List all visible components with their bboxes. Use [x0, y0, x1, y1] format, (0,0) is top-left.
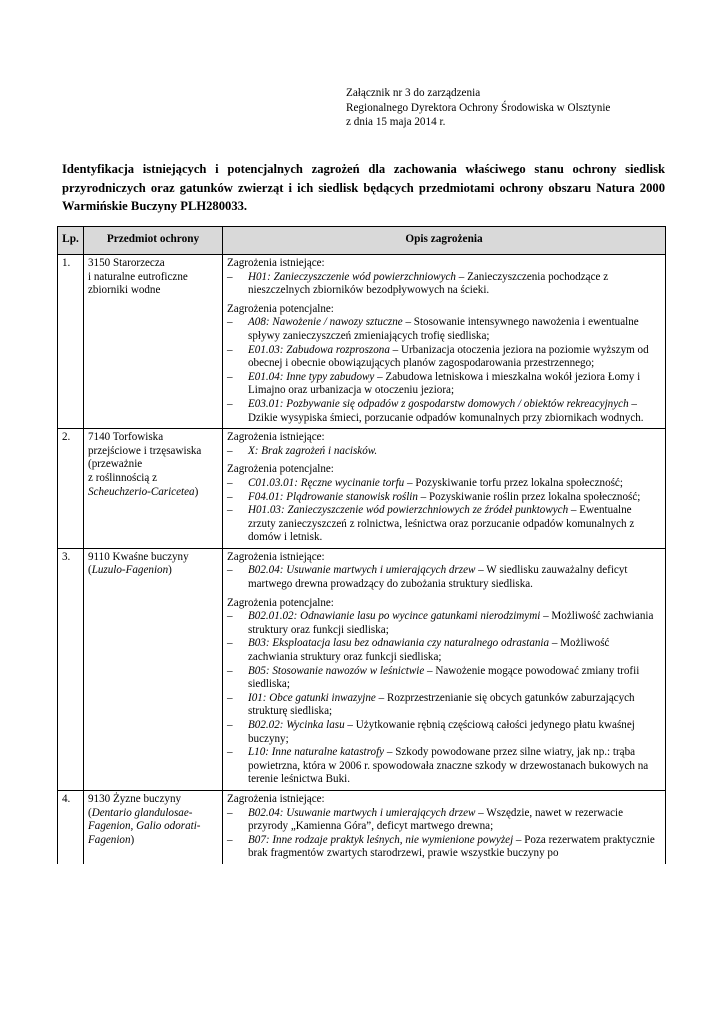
threat-text: Nawożenie mogące powodować zmiany trofii siedliska;: [248, 664, 640, 691]
existing-threats: [227, 793, 661, 861]
potential-threats: [227, 463, 661, 545]
potential-threats: [227, 597, 661, 787]
threat-separator: –: [540, 610, 552, 623]
dash-bullet: –: [227, 476, 233, 489]
subject-line: [88, 486, 218, 500]
threat-separator: –: [384, 746, 396, 759]
threat-entry: [227, 637, 661, 664]
subject-line: 3150 Starorzecza: [88, 257, 165, 269]
threat-separator: –: [549, 637, 561, 650]
dash-bullet: –: [227, 343, 233, 356]
subject-line: z roślinnością z: [88, 471, 158, 484]
threat-entry: [227, 344, 661, 371]
threat-entry: [227, 271, 661, 298]
table-row: [58, 548, 666, 790]
threat-code: F04.01: Plądrowanie stanowisk roślin: [248, 490, 418, 503]
threat-text: Pozyskiwanie roślin przez lokalna społeczność;: [429, 490, 641, 503]
threat-description: [223, 790, 666, 863]
threat-separator: –: [374, 370, 386, 383]
section-label: Zagrożenia istniejące:: [227, 257, 325, 269]
threat-entry: [227, 445, 661, 459]
subject-latin-name: Luzulo-Fagenion: [91, 564, 169, 577]
section-label: Zagrożenia istniejące:: [227, 792, 325, 805]
dash-bullet: –: [227, 746, 233, 759]
threat-separator: –: [404, 476, 416, 489]
row-number: 4.: [58, 790, 84, 863]
threat-entry: [227, 504, 661, 545]
header-lp: Lp.: [58, 227, 84, 255]
threat-entry: [227, 834, 661, 861]
threat-entry: [227, 610, 661, 637]
subject-line: 9110 Kwaśne buczyny: [88, 550, 189, 563]
threat-entry: [227, 665, 661, 692]
section-label: Zagrożenia potencjalne:: [227, 596, 334, 609]
protection-subject: [84, 790, 223, 863]
existing-threats: [227, 431, 661, 458]
threat-separator: –: [475, 806, 487, 819]
threat-separator: –: [455, 270, 468, 283]
threat-entry: [227, 746, 661, 787]
threat-text: W siedlisku zauważalny deficyt martwego drewna prowadzący do zubożania struktury siedliska.: [248, 564, 628, 591]
subject-paren-open: (: [88, 564, 92, 577]
threat-entry: [227, 316, 661, 343]
threat-code: E03.01: Pozbywanie się odpadów z gospodarstw domowych / obiektów rekreacyjnych: [248, 397, 629, 410]
subject-line: 9130 Żyzne buczyny: [88, 792, 182, 805]
threat-code: X: Brak zagrożeń i nacisków.: [248, 444, 378, 457]
threats-table: [57, 226, 666, 864]
table-row: [58, 255, 666, 429]
threat-entry: [227, 692, 661, 719]
potential-threats: [227, 303, 661, 425]
table-row: [58, 790, 666, 863]
section-label: Zagrożenia istniejące:: [227, 550, 325, 563]
threat-text: Użytkowanie rębnią częściową całości jedynego płatu kwaśnej buczyny;: [248, 719, 635, 745]
threat-entry: [227, 719, 661, 746]
row-number: 1.: [58, 255, 84, 429]
section-label: Zagrożenia potencjalne:: [227, 302, 334, 315]
threat-entry: [227, 807, 661, 834]
threat-separator: –: [568, 504, 580, 517]
threat-text: Poza rezerwatem praktycznie brak fragmentów zwartych starodrzewi, prawie wszystkie buczyny po: [248, 833, 655, 860]
header-line-3: z dnia 15 maja 2014 r.: [346, 116, 446, 128]
dash-bullet: –: [227, 719, 233, 731]
threat-code: A08: Nawożenie / nawozy sztuczne: [248, 316, 403, 329]
subject-paren-close: ): [130, 833, 135, 846]
threat-code: E01.03: Zabudowa rozproszona: [248, 343, 390, 356]
threat-text: Urbanizacja otoczenia jeziora na poziomie wyższym od obecnej i obecnie obowiązujących planów zagospodarowania przestrzennego;: [248, 343, 649, 370]
threat-entry: [227, 491, 661, 505]
threat-separator: –: [628, 397, 637, 410]
threat-code: B02.01.02: Odnawianie lasu po wycince gatunkami nierodzimymi: [248, 610, 541, 623]
dash-bullet: –: [227, 610, 233, 623]
dash-bullet: –: [227, 444, 233, 457]
threat-text: Stosowanie intensywnego nawożenia i ewentualne spływy zanieczyszczeń zmieniających trofię siedliska;: [248, 316, 639, 342]
dash-bullet: –: [227, 397, 233, 410]
header-line-2: Regionalnego Dyrektora Ochrony Środowiska w Olsztynie: [346, 101, 611, 114]
threat-description: [223, 548, 666, 790]
header-line-1: Załącznik nr 3 do zarządzenia: [346, 87, 481, 99]
table-row: [58, 429, 666, 549]
dash-bullet: –: [227, 564, 233, 577]
threat-entry: [227, 477, 661, 491]
document-title: Identyfikacja istniejących i potencjalnych zagrożeń dla zachowania właściwego stanu ochrony siedlisk przyrodniczych oraz gatunków zwierząt i ich siedlisk będących przedmiotami ochrony obszaru Natura 2000 Warmińskie Buczyny PLH280033.: [62, 162, 665, 213]
dash-bullet: –: [227, 664, 233, 677]
threat-separator: –: [475, 564, 487, 577]
threat-code: I01: Obce gatunki inwazyjne: [248, 691, 376, 704]
threat-separator: –: [375, 691, 387, 704]
threat-text: Ewentualne zrzuty zanieczyszczeń z rolnictwa, leśnictwa oraz porzucanie odpadów komunalnych z domów i letnisk.: [248, 504, 635, 544]
threat-text: Możliwość zachwiania struktury oraz funkcji siedliska;: [248, 637, 610, 664]
threat-description: [223, 429, 666, 549]
threat-code: C01.03.01: Ręczne wycinanie torfu: [248, 476, 405, 489]
threat-separator: –: [389, 343, 401, 356]
subject-line: zbiorniki wodne: [88, 284, 161, 297]
section-label: Zagrożenia potencjalne:: [227, 463, 334, 476]
threat-code: L10: Inne naturalne katastrofy: [248, 746, 385, 759]
threat-separator: –: [402, 316, 414, 329]
dash-bullet: –: [227, 806, 233, 819]
dash-bullet: –: [227, 637, 233, 650]
header-description: Opis zagrożenia: [223, 227, 666, 255]
dash-bullet: –: [227, 691, 233, 704]
subject-paren-close: ): [168, 564, 172, 577]
dash-bullet: –: [227, 316, 233, 329]
threat-entry: [227, 564, 661, 591]
threat-text: Zabudowa letniskowa i mieszkalna wokół jeziora Łomy i Limajno oraz urbanizacja w otoczeniu jeziora;: [248, 370, 641, 397]
protection-subject: [84, 429, 223, 549]
subject-line: (przeważnie: [88, 458, 143, 471]
dash-bullet: –: [227, 833, 233, 846]
dash-bullet: –: [227, 504, 233, 517]
existing-threats: [227, 551, 661, 592]
subject-latin-name: Scheuchzerio-Caricetea: [88, 485, 195, 498]
threat-code: B02.04: Usuwanie martwych i umierających drzew: [248, 564, 476, 577]
subject-line: i naturalne eutroficzne: [88, 270, 188, 283]
dash-bullet: –: [227, 270, 233, 283]
threat-text: Zanieczyszczenia pochodzące z nieszczelnych zbiorników bezodpływowych na ścieki.: [248, 270, 609, 297]
subject-line: przejściowe i trzęsawiska: [88, 444, 202, 457]
subject-line: 7140 Torfowiska: [88, 431, 164, 444]
threat-separator: –: [424, 664, 436, 677]
threat-code: B05: Stosowanie nawozów w leśnictwie: [248, 664, 425, 677]
protection-subject: [84, 255, 223, 429]
section-label: Zagrożenia istniejące:: [227, 431, 325, 444]
threat-code: B02.04: Usuwanie martwych i umierających drzew: [248, 806, 476, 819]
protection-subject: [84, 548, 223, 790]
subject-line: [88, 564, 218, 578]
threat-text: Rozprzestrzenianie się obcych gatunków zaburzających strukturę siedliska;: [248, 691, 635, 718]
dash-bullet: –: [227, 490, 233, 503]
header-block: [346, 86, 610, 130]
subject-line: [88, 807, 218, 848]
existing-threats: [227, 257, 661, 298]
threat-entry: [227, 398, 661, 425]
threat-code: B07: Inne rodzaje praktyk leśnych, nie wymienione powyżej: [248, 833, 514, 846]
row-number: 3.: [58, 548, 84, 790]
subject-latin-name: Dentario glandulosae-Fagenion, Galio odorati-Fagenion: [88, 806, 201, 846]
dash-bullet: –: [227, 370, 233, 383]
threat-text: Szkody powodowane przez silne wiatry, jak np.: trąba powietrzna, która w 2006 r. spowodowała znaczne szkody w drzewostanach bukowych na terenie leśnictwa Buki.: [248, 746, 649, 786]
threat-text: Pozyskiwanie torfu przez lokalna społeczność;: [415, 476, 623, 489]
threat-separator: –: [344, 719, 356, 731]
table-header-row: [58, 227, 666, 255]
threat-code: H01.03: Zanieczyszczenie wód powierzchniowych ze źródeł punktowych: [248, 504, 569, 517]
threat-code: H01: Zanieczyszczenie wód powierzchniowych: [248, 270, 456, 283]
threat-separator: –: [417, 490, 429, 503]
threat-code: B02.02: Wycinka lasu: [248, 719, 345, 731]
header-subject: Przedmiot ochrony: [84, 227, 223, 255]
row-number: 2.: [58, 429, 84, 549]
threat-description: [223, 255, 666, 429]
threat-text: Możliwość zachwiania struktury oraz funkcji siedliska;: [248, 610, 654, 636]
threat-code: B03: Eksploatacja lasu bez odnawiania czy naturalnego odrastania: [248, 637, 550, 650]
threat-text: Dzikie wysypiska śmieci, porzucanie odpadów komunalnych przy zbiornikach wodnych.: [248, 411, 644, 424]
subject-paren-open: (: [88, 806, 92, 819]
threat-text: Wszędzie, nawet w rezerwacie przyrody „Kamienna Góra”, deficyt martwego drewna;: [248, 806, 624, 833]
threat-code: E01.04: Inne typy zabudowy: [248, 370, 375, 383]
threat-entry: [227, 371, 661, 398]
subject-paren-close: ): [194, 485, 199, 498]
threat-separator: –: [513, 833, 525, 846]
